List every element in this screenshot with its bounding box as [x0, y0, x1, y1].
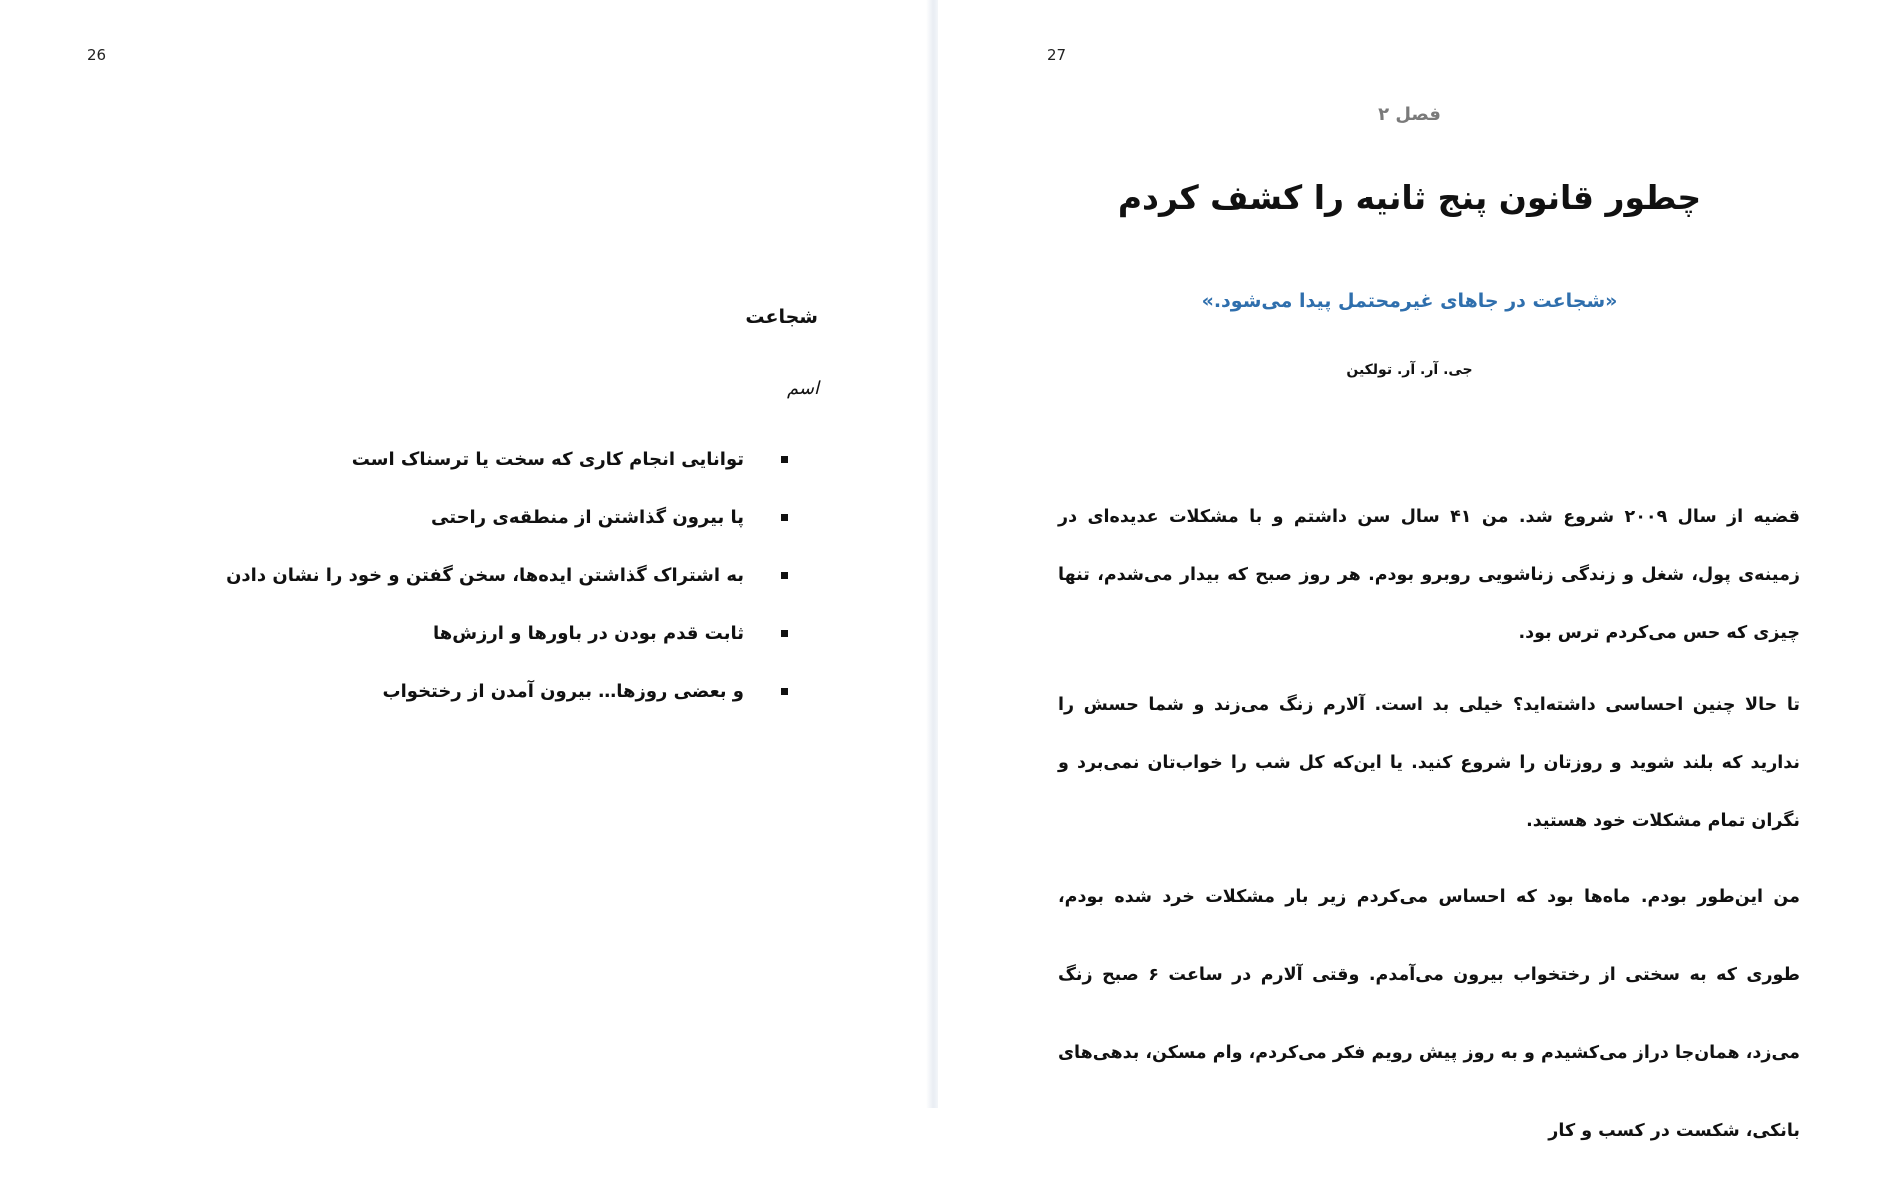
square-bullet-icon	[781, 630, 788, 637]
definition-text: به اشتراک گذاشتن ایده‌ها، سخن گفتن و خود را نشان دادن	[226, 565, 744, 586]
headword: شجاعت	[745, 306, 818, 328]
chapter-label: فصل ۲	[1378, 104, 1441, 125]
definition-text: پا بیرون گذاشتن از منطقه‌ی راحتی	[431, 507, 744, 528]
chapter-title: چطور قانون پنج ثانیه را کشف کردم	[1117, 178, 1702, 217]
definition-text: ثابت قدم بودن در باورها و ارزش‌ها	[432, 623, 744, 644]
square-bullet-icon	[781, 514, 788, 521]
definition-text: توانایی انجام کاری که سخت یا ترسناک است	[351, 449, 744, 470]
left-page	[0, 0, 930, 1108]
right-page	[938, 0, 1881, 1141]
definition-item	[148, 676, 788, 734]
page-number-left: 26	[87, 46, 107, 64]
epigraph-quote: «شجاعت در جاهای غیرمحتمل پیدا می‌شود.»	[1201, 290, 1618, 312]
page-number-right: 27	[1047, 46, 1067, 64]
body-paragraph: قضیه از سال ۲۰۰۹ شروع شد. من ۴۱ سال سن داشتم و با مشکلات عدیده‌ای در زمینه‌ی پول، شغل و زندگی زناشویی روبرو بودم. هر روز صبح که بیدار می‌شدم، تنها چیزی که حس می‌کردم ترس بود.	[1058, 507, 1800, 643]
definition-text: و بعضی روزها… بیرون آمدن از رختخواب	[382, 681, 744, 702]
definition-item	[148, 502, 788, 560]
chapter-body	[1058, 488, 1800, 1184]
body-paragraph: تا حالا چنین احساسی داشته‌اید؟ خیلی بد است. آلارم زنگ می‌زند و شما حسش را ندارید که بلند شوید و روزتان را شروع کنید. یا این‌که کل شب را خواب‌تان نمی‌برد و نگران تمام مشکلات خود هستید.	[1058, 695, 1800, 831]
definition-item	[148, 444, 788, 502]
body-paragraph: من این‌طور بودم. ماه‌ها بود که احساس می‌کردم زیر بار مشکلات خرد شده بودم، طوری که به سختی از رختخواب بیرون می‌آمدم. وقتی آلارم در ساعت ۶ صبح زنگ می‌زد، همان‌جا دراز می‌کشیدم و به روز پیش رویم فکر می‌کردم، وام مسکن، بدهی‌های بانکی، شکست در کسب و کار	[1058, 887, 1800, 1141]
epigraph-attribution: جی. آر. آر. تولکین	[1346, 362, 1473, 378]
definition-item	[148, 618, 788, 676]
square-bullet-icon	[781, 572, 788, 579]
definition-list	[148, 444, 788, 734]
part-of-speech: اسم	[786, 378, 819, 399]
square-bullet-icon	[781, 456, 788, 463]
definition-item	[148, 560, 788, 618]
square-bullet-icon	[781, 688, 788, 695]
